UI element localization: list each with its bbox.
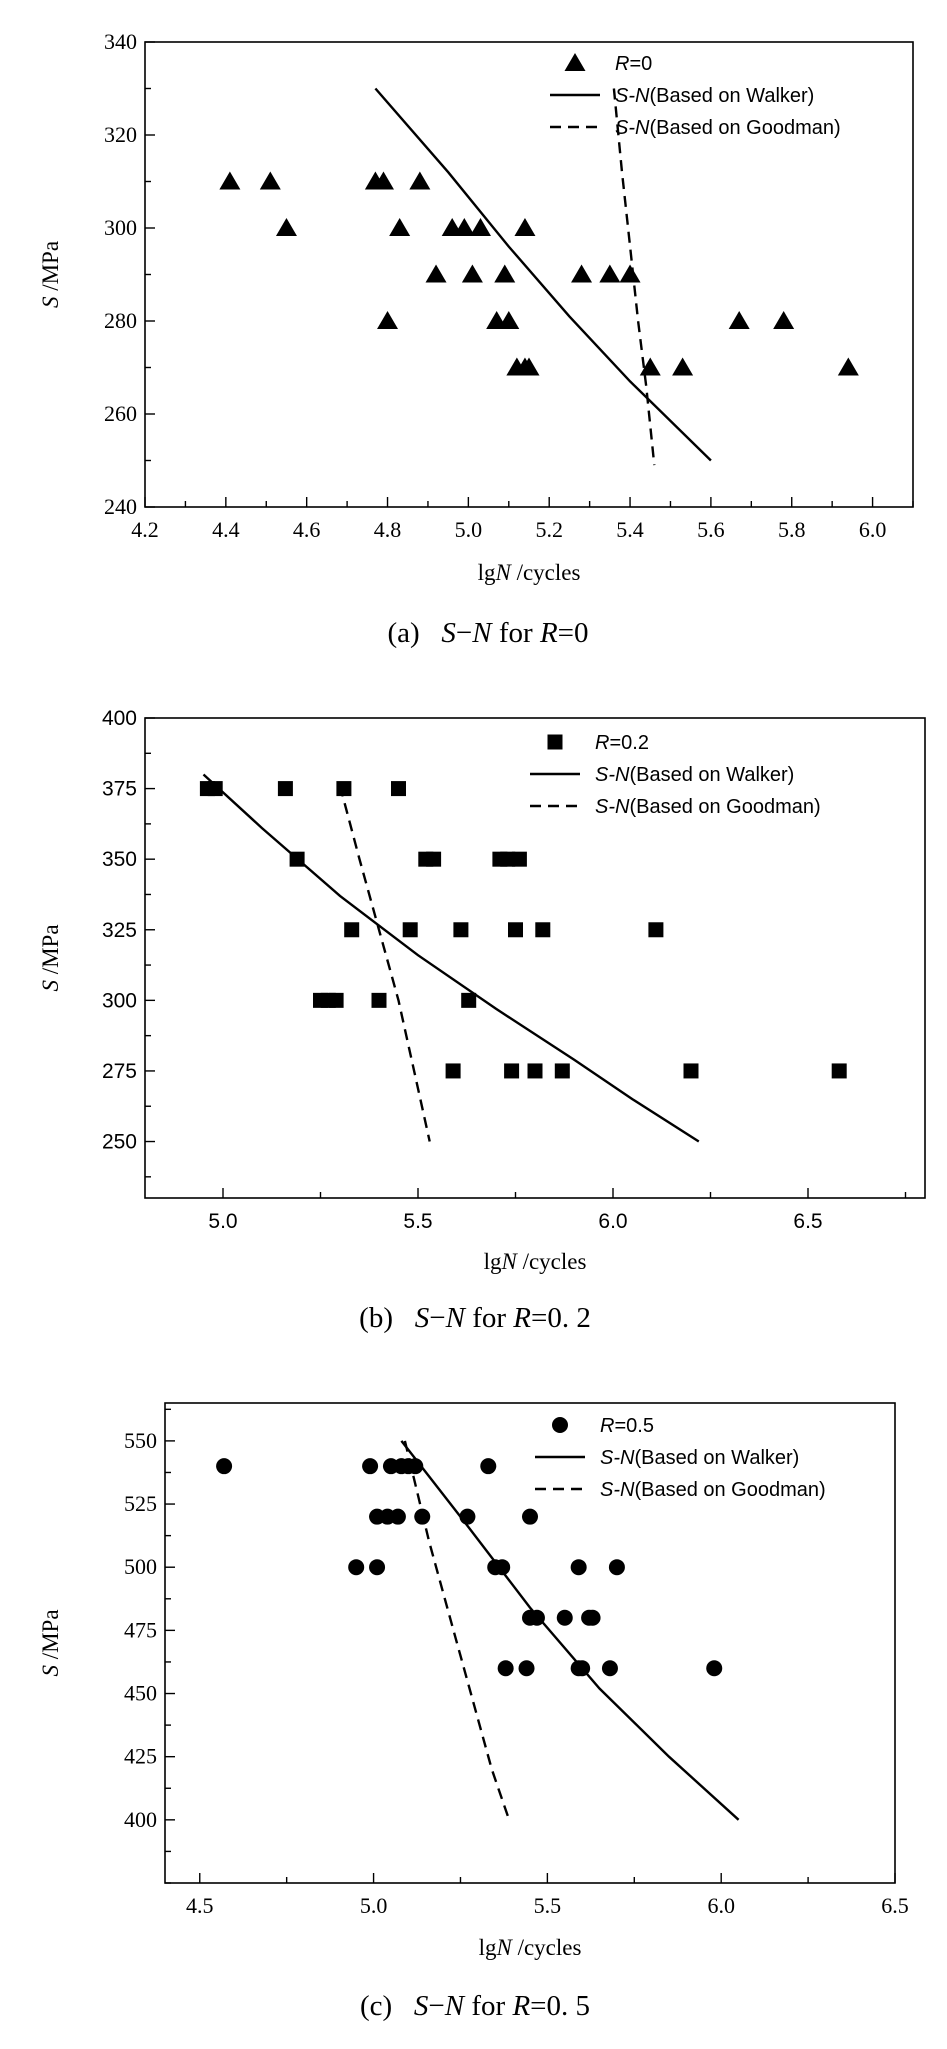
data-point <box>260 172 281 190</box>
label-part: lg <box>477 560 496 585</box>
data-point <box>832 1063 847 1078</box>
data-point <box>390 1509 406 1525</box>
x-tick-label: 5.6 <box>697 517 725 542</box>
x-tick-label: 5.0 <box>454 517 483 542</box>
data-point <box>519 1660 535 1676</box>
caption-part: R <box>512 1990 531 2022</box>
data-point <box>528 1063 543 1078</box>
caption-part: − <box>428 1990 445 2022</box>
legend-label <box>600 1415 654 1437</box>
data-point <box>391 781 406 796</box>
caption-part: S <box>441 617 456 649</box>
label-part: /cycles <box>516 1249 587 1274</box>
y-axis-title <box>38 1609 63 1676</box>
caption-part: for <box>491 617 540 649</box>
walker-curve <box>204 775 699 1142</box>
y-tick-label: 400 <box>124 1806 157 1832</box>
data-point <box>216 1458 232 1474</box>
legend-label <box>595 732 649 754</box>
data-point <box>276 218 297 236</box>
data-point <box>571 1559 587 1575</box>
y-tick-label: 280 <box>104 308 137 333</box>
legend-italic: S-N <box>595 764 630 786</box>
plot-frame <box>145 718 925 1198</box>
data-point <box>522 1509 538 1525</box>
x-tick-label: 5.8 <box>777 517 806 542</box>
data-point <box>773 311 794 329</box>
data-point <box>514 218 535 236</box>
data-point <box>648 922 663 937</box>
label-part: /MPa <box>38 1609 63 1666</box>
legend-italic: R <box>595 732 610 754</box>
y-tick-label: 425 <box>124 1743 157 1769</box>
label-italic: S <box>38 296 63 309</box>
x-tick-label: 4.6 <box>292 517 321 542</box>
caption-part: (a) <box>387 617 420 649</box>
series-0 <box>200 781 847 1078</box>
x-tick-label: 4.2 <box>131 517 159 542</box>
data-point <box>446 1063 461 1078</box>
data-point <box>585 1610 601 1626</box>
series-2 <box>405 1441 509 1820</box>
legend-label <box>600 1447 799 1469</box>
data-point <box>684 1063 699 1078</box>
caption-part <box>420 617 442 649</box>
y-tick-label: 375 <box>101 777 137 801</box>
caption-part: =0. 2 <box>530 1302 591 1334</box>
x-tick-label: 4.4 <box>212 517 240 542</box>
legend-italic: S-N <box>595 796 630 818</box>
data-point <box>336 781 351 796</box>
label-part: /cycles <box>510 560 581 585</box>
legend-italic: R <box>615 53 630 75</box>
caption-part: − <box>455 617 473 649</box>
y-tick-label: 325 <box>101 918 137 942</box>
x-axis-title <box>479 1935 582 1960</box>
legend <box>530 732 821 818</box>
data-point <box>329 993 344 1008</box>
x-tick-label: 6.5 <box>881 1893 909 1918</box>
y-tick-label: 450 <box>124 1680 157 1706</box>
label-part: lg <box>483 1249 502 1274</box>
data-point <box>602 1660 618 1676</box>
label-italic: N <box>495 560 511 585</box>
data-point <box>426 265 447 283</box>
legend-swatch <box>565 53 586 71</box>
caption-part: − <box>429 1302 446 1334</box>
legend-part: =0.5 <box>614 1415 654 1437</box>
legend-part: (Based on Walker) <box>649 85 815 107</box>
data-point <box>620 265 641 283</box>
x-axis-title <box>484 1249 587 1274</box>
data-point <box>377 311 398 329</box>
legend-part: =0.2 <box>609 732 649 754</box>
legend-part: =0 <box>629 53 653 75</box>
y-axis-title <box>38 241 63 308</box>
legend-italic: S-N <box>600 1447 635 1469</box>
caption-part: S <box>413 1990 429 2022</box>
x-tick-label: 5.0 <box>359 1893 388 1918</box>
caption-part: R <box>513 1302 531 1334</box>
y-tick-label: 350 <box>101 848 137 872</box>
data-point <box>838 358 859 376</box>
data-point <box>599 265 620 283</box>
data-point <box>480 1458 496 1474</box>
x-tick-label: 6.0 <box>858 517 887 542</box>
legend-italic: S-N <box>600 1479 635 1501</box>
data-point <box>409 172 430 190</box>
series-1 <box>375 89 711 461</box>
data-point <box>512 852 527 867</box>
data-point <box>348 1559 364 1575</box>
y-tick-label: 550 <box>124 1427 157 1453</box>
data-point <box>219 172 240 190</box>
legend-part: (Based on Goodman) <box>634 1479 826 1501</box>
y-tick-label: 340 <box>104 29 137 54</box>
goodman-curve <box>405 1441 509 1820</box>
y-tick-label: 320 <box>104 122 137 147</box>
data-point <box>571 265 592 283</box>
caption <box>359 1302 591 1334</box>
data-point <box>672 358 693 376</box>
series-0 <box>219 172 858 376</box>
y-tick-label: 525 <box>124 1491 157 1517</box>
caption-part: S <box>414 1302 430 1334</box>
caption-part: R <box>539 617 558 649</box>
x-tick-label: 6.5 <box>793 1210 823 1233</box>
label-italic: S <box>38 1665 63 1677</box>
data-point <box>729 311 750 329</box>
data-point <box>557 1610 573 1626</box>
chart-c <box>38 1403 909 2022</box>
x-tick-label: 5.5 <box>403 1210 433 1233</box>
x-tick-label: 5.2 <box>535 517 563 542</box>
label-italic: S <box>38 980 63 992</box>
plot-frame <box>145 42 913 507</box>
legend-label <box>615 117 841 139</box>
data-point <box>362 1458 378 1474</box>
label-part: /MPa <box>38 240 63 297</box>
caption-part <box>392 1990 414 2022</box>
data-point <box>426 852 441 867</box>
x-tick-label: 4.5 <box>186 1893 214 1918</box>
walker-curve <box>375 89 711 461</box>
data-point <box>462 265 483 283</box>
y-tick-label: 400 <box>101 707 137 730</box>
label-part: lg <box>478 1935 497 1960</box>
legend-label <box>615 85 814 107</box>
legend-part: (Based on Walker) <box>629 764 795 786</box>
x-tick-label: 5.4 <box>616 517 644 542</box>
y-tick-label: 275 <box>101 1059 137 1083</box>
legend-part: (Based on Goodman) <box>629 796 821 818</box>
legend-italic: S-N <box>615 117 650 139</box>
data-point <box>403 922 418 937</box>
caption <box>387 617 588 649</box>
caption-part: (c) <box>359 1990 393 2022</box>
label-part: /cycles <box>511 1935 582 1960</box>
caption-part: N <box>444 1990 465 2022</box>
x-tick-label: 5.5 <box>533 1893 562 1918</box>
legend-italic: R <box>600 1415 615 1437</box>
y-tick-label: 300 <box>104 215 137 240</box>
chart-a <box>38 29 913 649</box>
data-point <box>498 1660 514 1676</box>
legend-swatch <box>552 1417 568 1433</box>
y-tick-label: 260 <box>104 401 137 426</box>
data-point <box>372 993 387 1008</box>
plot-frame <box>165 1403 895 1883</box>
data-point <box>344 922 359 937</box>
legend-part: (Based on Walker) <box>634 1447 800 1469</box>
goodman-curve <box>340 786 430 1142</box>
caption-part: (b) <box>359 1302 393 1334</box>
caption-part: =0 <box>557 617 589 649</box>
label-italic: N <box>501 1249 517 1274</box>
y-tick-label: 250 <box>101 1130 137 1154</box>
legend <box>550 53 841 139</box>
caption-part <box>393 1302 415 1334</box>
data-point <box>278 781 293 796</box>
label-italic: N <box>496 1935 512 1960</box>
x-tick-label: 4.8 <box>373 517 402 542</box>
legend <box>535 1415 826 1501</box>
series-2 <box>614 89 654 466</box>
legend-swatch <box>548 735 563 750</box>
goodman-curve <box>614 89 654 466</box>
caption-part: N <box>472 617 492 649</box>
caption-part: for <box>464 1302 514 1334</box>
legend-label <box>615 53 652 75</box>
x-axis-title <box>478 560 581 585</box>
data-point <box>535 922 550 937</box>
x-tick-label: 5.0 <box>208 1210 238 1233</box>
y-tick-label: 300 <box>101 989 137 1013</box>
data-point <box>706 1660 722 1676</box>
data-point <box>369 1559 385 1575</box>
caption-part: N <box>445 1302 465 1334</box>
legend-italic: S-N <box>615 85 650 107</box>
data-point <box>508 922 523 937</box>
data-point <box>453 922 468 937</box>
label-part: /MPa <box>38 924 63 981</box>
series-1 <box>204 775 699 1142</box>
legend-label <box>600 1479 826 1501</box>
data-point <box>389 218 410 236</box>
y-tick-label: 240 <box>104 494 137 519</box>
legend-label <box>595 796 821 818</box>
series-2 <box>340 786 430 1142</box>
data-point <box>609 1559 625 1575</box>
y-tick-label: 475 <box>124 1617 157 1643</box>
legend-label <box>595 764 794 786</box>
y-axis-title <box>38 924 63 991</box>
data-point <box>494 265 515 283</box>
chart-b <box>38 707 925 1334</box>
caption-part: =0. 5 <box>530 1990 591 2022</box>
caption-part: for <box>464 1990 513 2022</box>
y-tick-label: 500 <box>124 1554 157 1580</box>
x-tick-label: 6.0 <box>598 1210 628 1233</box>
caption <box>360 1990 590 2022</box>
data-point <box>504 1063 519 1078</box>
legend-part: (Based on Goodman) <box>649 117 841 139</box>
data-point <box>555 1063 570 1078</box>
x-tick-label: 6.0 <box>707 1893 735 1918</box>
